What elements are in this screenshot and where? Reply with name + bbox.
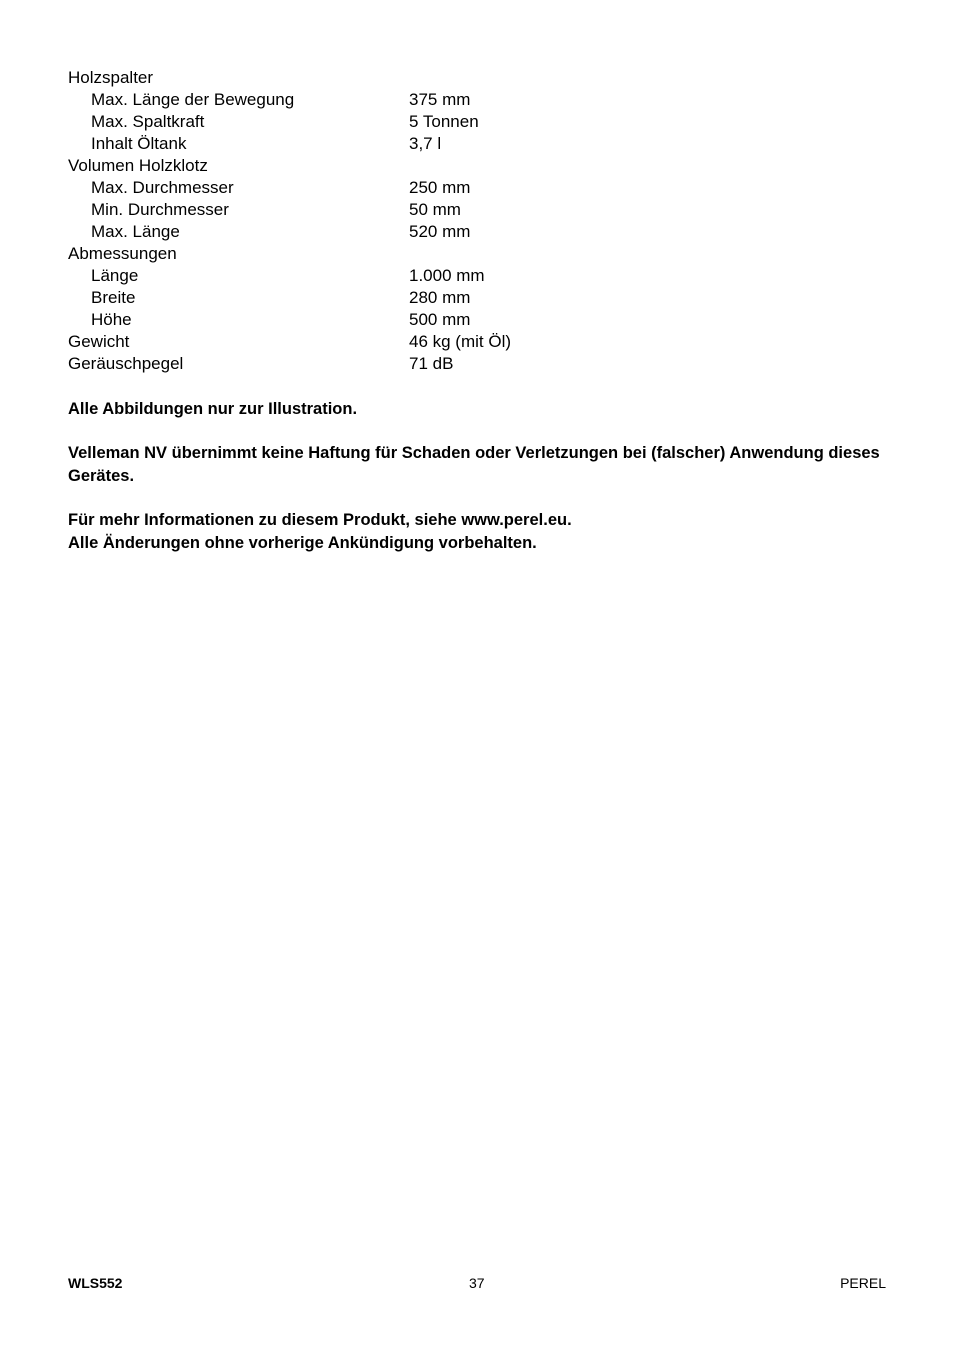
spec-value: 280 mm — [409, 288, 471, 307]
footer-page-number: 37 — [469, 1275, 485, 1291]
spec-value: 5 Tonnen — [409, 112, 479, 131]
spec-label: Max. Durchmesser — [91, 178, 234, 197]
spec-table — [68, 67, 888, 375]
spec-value: 46 kg (mit Öl) — [409, 332, 512, 351]
info-line-1: Für mehr Informationen zu diesem Produkt, siehe www.perel.eu. — [68, 511, 572, 529]
spec-row — [68, 353, 888, 375]
spec-row — [68, 199, 888, 221]
spec-label: Volumen Holzklotz — [68, 156, 208, 175]
spec-row — [68, 133, 888, 155]
spec-value: 250 mm — [409, 178, 471, 197]
spec-value: 50 mm — [409, 200, 461, 219]
spec-label: Höhe — [91, 310, 132, 329]
spec-row — [68, 111, 888, 133]
spec-label: Max. Länge — [91, 222, 180, 241]
spec-label: Holzspalter — [68, 68, 154, 87]
spec-value: 1.000 mm — [409, 266, 485, 285]
spec-label: Breite — [91, 288, 136, 307]
spec-label: Inhalt Öltank — [91, 134, 187, 153]
liability-note: Velleman NV übernimmt keine Haftung für Schaden oder Verletzungen bei (falscher) Anwendung dieses Gerätes. — [68, 444, 880, 485]
spec-value: 500 mm — [409, 310, 471, 329]
illustration-note: Alle Abbildungen nur zur Illustration. — [68, 400, 358, 418]
spec-row — [68, 155, 888, 177]
notes-section — [68, 398, 888, 555]
spec-label: Abmessungen — [68, 244, 177, 263]
info-note — [68, 509, 888, 555]
spec-label: Max. Spaltkraft — [91, 112, 205, 131]
footer-brand: PEREL — [840, 1275, 886, 1291]
spec-value: 520 mm — [409, 222, 471, 241]
spec-row — [68, 89, 888, 111]
spec-row — [68, 287, 888, 309]
spec-label: Geräuschpegel — [68, 354, 184, 373]
spec-row — [68, 243, 888, 265]
page-footer — [68, 1273, 886, 1293]
spec-label: Länge — [91, 266, 139, 285]
spec-value: 71 dB — [409, 354, 454, 373]
spec-row — [68, 67, 888, 89]
spec-row — [68, 221, 888, 243]
spec-row — [68, 331, 888, 353]
spec-value: 3,7 l — [409, 134, 442, 153]
spec-row — [68, 265, 888, 287]
spec-label: Max. Länge der Bewegung — [91, 90, 295, 109]
spec-label: Min. Durchmesser — [91, 200, 229, 219]
info-line-2: Alle Änderungen ohne vorherige Ankündigung vorbehalten. — [68, 534, 537, 552]
spec-row — [68, 309, 888, 331]
spec-row — [68, 177, 888, 199]
spec-value: 375 mm — [409, 90, 471, 109]
footer-model: WLS552 — [68, 1275, 123, 1291]
spec-label: Gewicht — [68, 332, 130, 351]
